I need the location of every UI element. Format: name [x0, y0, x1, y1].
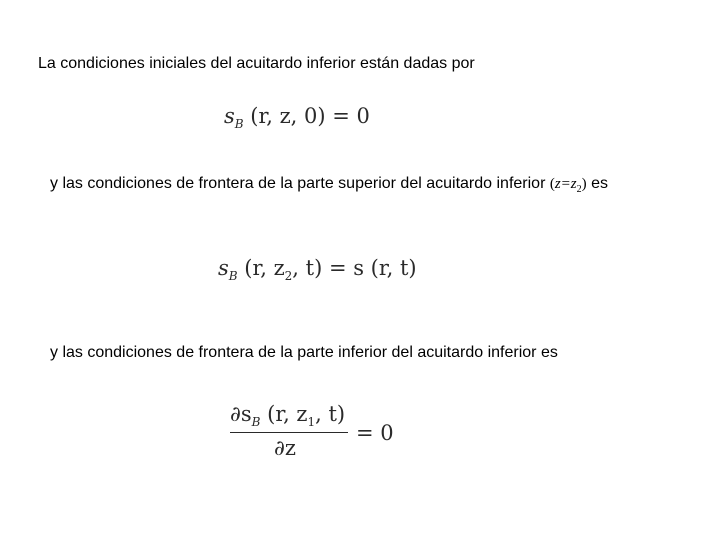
eq3-rhs: = 0: [356, 421, 394, 445]
eq2-args-sub: 2: [284, 269, 293, 283]
inline-math-z-equals-z2: $(z=z_2)$: [549, 176, 587, 195]
eq1-lhs-sub: B: [234, 117, 244, 131]
eq3-fraction-bar: [230, 432, 348, 433]
eq2-args-close: , t): [292, 256, 323, 280]
eq2-lhs-sub: B: [228, 269, 238, 283]
p2-text-after: es: [586, 175, 608, 192]
eq3-denominator: ∂z: [274, 436, 296, 460]
eq1-args: (r, z, 0): [250, 104, 326, 128]
eq2-rhs: = s (r, t): [328, 256, 417, 280]
eq3-numerator: $\partial s_B$ (r, $z_1$, t): [230, 402, 346, 429]
paragraph-initial-conditions: La condiciones iniciales del acuitardo inferior están dadas por: [38, 55, 475, 72]
eq1-rhs: = 0: [332, 104, 370, 128]
equation-lower-boundary: [230, 404, 400, 460]
equation-initial-condition: [224, 106, 370, 130]
eq1-lhs-var: s: [224, 104, 235, 128]
eq2-lhs-var: s: [218, 256, 229, 280]
paragraph-upper-boundary: [50, 176, 608, 195]
eq2-args-open: (r, z: [244, 256, 285, 280]
p2-text-before: y las condiciones de frontera de la parte superior del acuitardo inferior: [50, 175, 550, 192]
equation-upper-boundary: [218, 258, 417, 282]
paragraph-lower-boundary: y las condiciones de frontera de la parte inferior del acuitardo inferior es: [50, 344, 558, 361]
